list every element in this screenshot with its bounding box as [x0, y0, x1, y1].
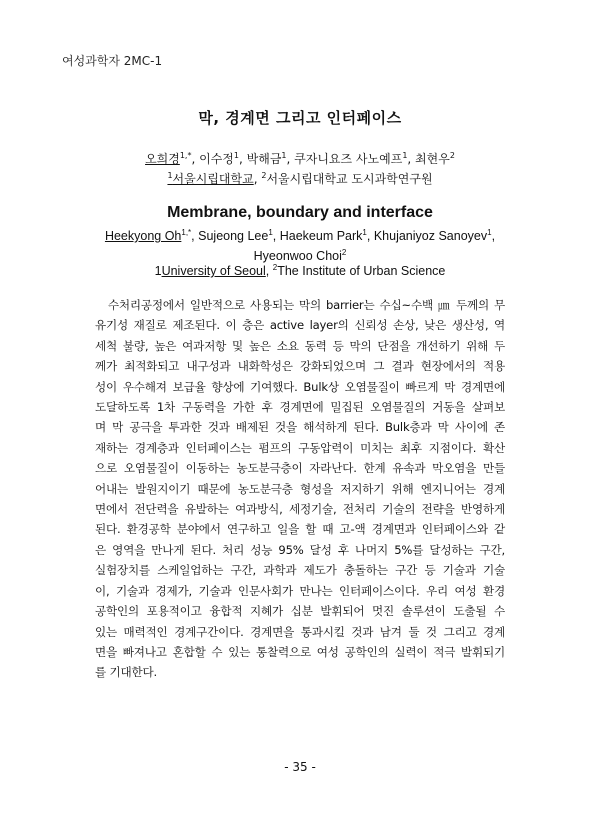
abstract-line: 있는 매력적인 경계구간이다. 경계면을 통과시킬 것과 남겨 둘 것 그리고 경계: [95, 624, 505, 639]
abstract-line: 성이 우수해져 보급율 향상에 기여했다. Bulk상 오염물질이 빠르게 막 경계면에: [95, 379, 505, 394]
author-name: Haekeum Park: [279, 229, 363, 243]
affiliation-prefix: 1: [154, 264, 162, 278]
affiliation-en-0: [155, 264, 266, 278]
english-affiliations: 1University of Seoul, $^2$The Institute of Urban Science: [154, 263, 446, 278]
author-sup: 2: [449, 151, 455, 160]
affiliation-en-1: [273, 264, 446, 278]
author-name: Sujeong Lee: [198, 229, 269, 243]
abstract-line: 면을 빠져나고 혼합할 수 있는 통찰력으로 여성 공학인의 실력이 적극 발휘되기: [95, 644, 505, 659]
author-sup: 1: [233, 151, 239, 160]
affiliation-name: 서울시립대학교 도시과학연구원: [266, 172, 433, 186]
author-ko-4: [415, 152, 455, 166]
author-sup: 1: [268, 228, 273, 237]
author-ko-2: [247, 152, 287, 166]
abstract-line: 를 기대한다.: [95, 665, 157, 680]
affiliation-name: 서울시립대학교: [172, 172, 254, 186]
author-name: Heekyong Oh: [104, 229, 182, 243]
abstract-line: 수처리공정에서 일반적으로 사용되는 막의 barrier는 수십~수백 ㎛ 두께의 무: [95, 298, 505, 312]
author-en-3: [374, 229, 492, 243]
author-ko-1: [199, 152, 239, 166]
abstract-body: [95, 295, 505, 683]
abstract-line: 도달하도록 1차 구동력을 가한 후 경계면에 밀집된 오염물질의 거동을 살펴보: [95, 400, 505, 415]
abstract-line: 은 영역을 만나게 된다. 처리 성능 95% 달성 후 나머지 5%를 달성하는 구간,: [95, 542, 505, 557]
author-sup: 1: [487, 228, 492, 237]
affiliation-sup: 1: [167, 171, 173, 180]
affiliation-sup: 2: [261, 171, 267, 180]
author-ko-0: [145, 152, 191, 166]
author-en-0: [105, 229, 191, 243]
affiliation-name: The Institute of Urban Science: [277, 264, 446, 278]
author-en-1: [198, 229, 273, 243]
abstract-line: 재하는 경계층과 인터페이스는 펌프의 구동압력이 미치는 최후 지점이다. 확산: [95, 440, 505, 455]
abstract-line: 으로 오염물질이 이동하는 농도분극층이 자라난다. 한계 유속과 막오염을 만들: [95, 461, 505, 476]
abstract-line: 어내는 발원지이기 때문에 농도분극층 형성을 저지하기 위해 엔지니어는 경계: [95, 481, 505, 496]
author-en-4: [254, 249, 347, 263]
author-sup: 1: [362, 228, 367, 237]
author-name: 박해금: [246, 152, 282, 166]
korean-affiliations: $^1$서울시립대학교, $^2$서울시립대학교 도시과학연구원: [167, 171, 433, 186]
abstract-line: 세척 불량, 높은 여과저항 및 높은 소요 동력 등 막의 단점을 개선하기 위해 두: [95, 338, 505, 353]
english-author-list: Heekyong $Oh^{1,*}$, Sujeong Lee$^1$, Haekeum Park$^1$, Khujaniyoz Sanoyev$^1$, Hyeonwoo Choi$^2$: [104, 228, 496, 263]
author-sup: 1,*: [179, 151, 192, 160]
running-header: 여성과학자 2MC-1: [62, 54, 163, 68]
author-name: 오희경: [145, 152, 180, 166]
abstract-line: 실험장치를 스케일업하는 구간, 과학과 제도가 충돌하는 구간 등 기술과 기술: [95, 563, 505, 578]
affiliation-name: University of Seoul: [161, 264, 266, 278]
affiliation-sup: 2: [272, 263, 278, 272]
author-name: 최현우: [415, 152, 450, 166]
korean-author-list: 오희경$^{1,*}$, 이수정$^1$, 박해금$^1$, 쿠자니요즈 사노예프$^1$, 최현우$^2$: [145, 151, 455, 166]
affiliation-ko-0: [167, 172, 253, 186]
korean-title: 막, 경계면 그리고 인터페이스: [198, 109, 402, 127]
author-name: 쿠자니요즈 사노예프: [294, 152, 403, 166]
author-name: Hyeonwoo Choi: [253, 249, 342, 263]
author-en-2: [280, 229, 367, 243]
page-number: - 35 -: [284, 760, 316, 774]
author-ko-3: [294, 152, 407, 166]
abstract-line: 이, 기술과 경제가, 기술과 인문사회가 만나는 인터페이스이다. 우리 여성 환경: [95, 583, 506, 598]
abstract-line: 공학인의 포용적이고 융합적 지혜가 십분 발휘되어 멋진 솔루션이 도출될 수: [95, 604, 505, 619]
abstract-line: 된다. 환경공학 분야에서 연구하고 일을 할 때 고-액 경계면과 인터페이스와 같: [95, 522, 505, 537]
abstract-line: 유기성 재질로 제조된다. 이 층은 active layer의 신뢰성 손상, 낮은 생산성, 역: [95, 318, 505, 333]
author-name: 이수정: [199, 152, 234, 166]
abstract-line: 면에서 전단력을 유발하는 여과방식, 세정기술, 전처리 기술의 전략을 반영하게: [95, 502, 505, 517]
author-name: Khujaniyoz Sanoyev: [373, 229, 488, 243]
author-sup: 1,*: [181, 228, 192, 237]
abstract-line: 께가 최적화되고 내구성과 내화학성은 강화되었으며 그 결과 현장에서의 적용: [95, 359, 505, 374]
abstract-line: 며 막 공극을 투과한 것과 배제된 것을 해석하게 된다. Bulk층과 막 사이에 존: [95, 420, 505, 435]
affiliation-ko-1: [261, 172, 432, 186]
english-title: Membrane, boundary and interface: [167, 204, 433, 221]
author-sup: 1: [402, 151, 408, 160]
author-sup: 2: [341, 248, 347, 257]
author-sup: 1: [281, 151, 287, 160]
